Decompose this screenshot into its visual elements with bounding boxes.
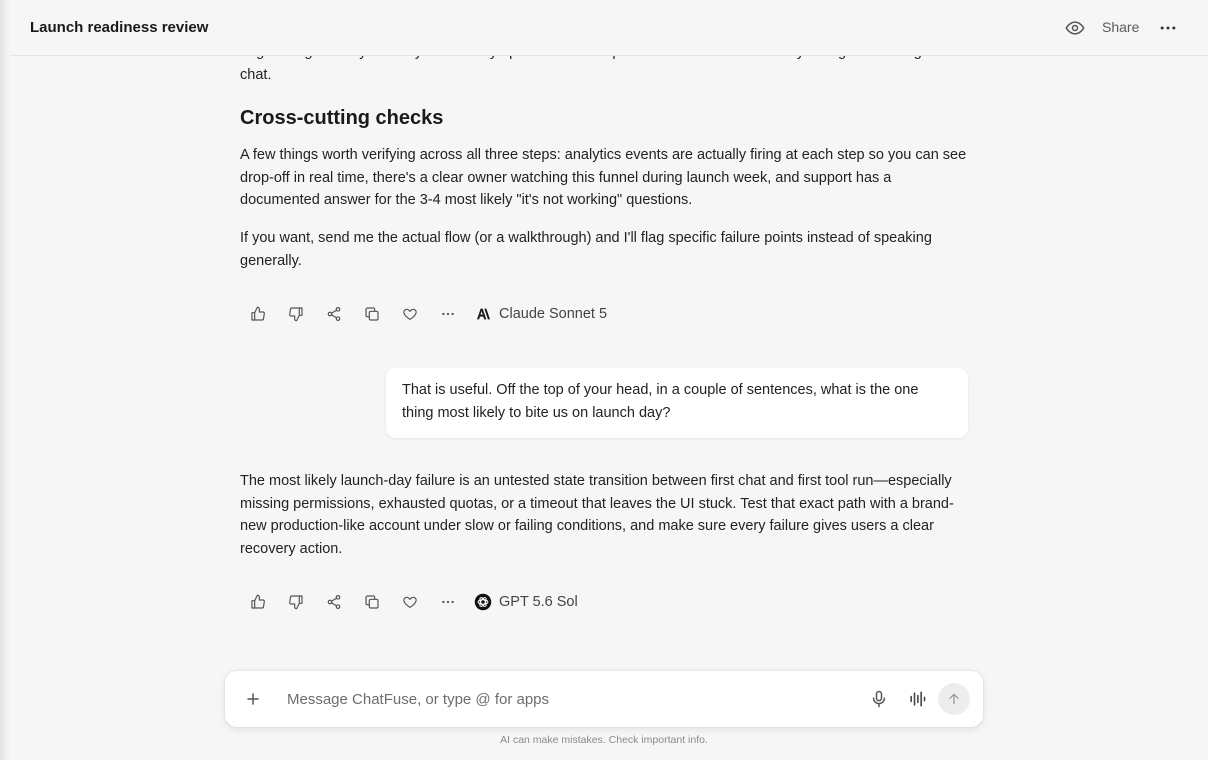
plus-icon[interactable] (243, 689, 263, 709)
top-bar (0, 0, 1208, 56)
voice-waveform-icon[interactable] (907, 689, 927, 709)
page-title: Launch readiness review (30, 19, 209, 36)
heart-icon[interactable] (392, 296, 428, 332)
anthropic-logo-icon (474, 305, 492, 323)
model-name: Claude Sonnet 5 (499, 306, 608, 322)
assistant-reply: The most likely launch-day failure is an untested state transition between first chat and first tool run—especially missing permissions, exhausted quotas, or a timeout that leaves the UI stuck. Test that exact path with a brand-new production-like account under slow or failing conditions, and make sure every failure gives users a clear recovery action. (240, 473, 954, 557)
send-button[interactable] (938, 683, 970, 715)
openai-logo-icon (474, 593, 492, 611)
thumbs-down-icon[interactable] (278, 584, 314, 620)
user-message: That is useful. Off the top of your head, in a couple of sentences, what is the one thing most likely to bite us on launch day? (386, 368, 968, 438)
message-input[interactable] (287, 685, 847, 713)
message-composer (225, 671, 983, 727)
more-horizontal-icon[interactable] (1158, 18, 1178, 38)
disclaimer: AI can make mistakes. Check important info. (500, 734, 708, 746)
more-horizontal-icon[interactable] (430, 296, 466, 332)
thumbs-up-icon[interactable] (240, 296, 276, 332)
share-icon[interactable] (316, 584, 352, 620)
arrow-up-icon (946, 691, 962, 707)
more-horizontal-icon[interactable] (430, 584, 466, 620)
sidebar-edge-shadow (0, 0, 10, 760)
heart-icon[interactable] (392, 584, 428, 620)
assistant-paragraph: A few things worth verifying across all three steps: analytics events are actually firing at each step so you can see drop-off in real time, there's a clear owner watching this funnel during launch week, and support has a documented answer for the 3-4 most likely "it's not working" questions. (240, 147, 967, 208)
message-actions (240, 584, 578, 620)
thumbs-up-icon[interactable] (240, 584, 276, 620)
assistant-paragraph: If you want, send me the actual flow (or a walkthrough) and I'll flag specific failure points instead of speaking generally. (240, 230, 932, 269)
share-icon[interactable] (316, 296, 352, 332)
model-selector[interactable] (474, 593, 578, 611)
model-name: GPT 5.6 Sol (499, 594, 578, 610)
microphone-icon[interactable] (869, 689, 889, 709)
section-heading: Cross-cutting checks (240, 107, 444, 129)
model-selector[interactable] (474, 305, 607, 323)
message-actions (240, 296, 607, 332)
eye-icon[interactable] (1065, 18, 1085, 38)
copy-icon[interactable] (354, 296, 390, 332)
thumbs-down-icon[interactable] (278, 296, 314, 332)
copy-icon[interactable] (354, 584, 390, 620)
assistant-message-partial: chat. (240, 66, 272, 83)
share-button[interactable]: Share (1102, 19, 1140, 35)
